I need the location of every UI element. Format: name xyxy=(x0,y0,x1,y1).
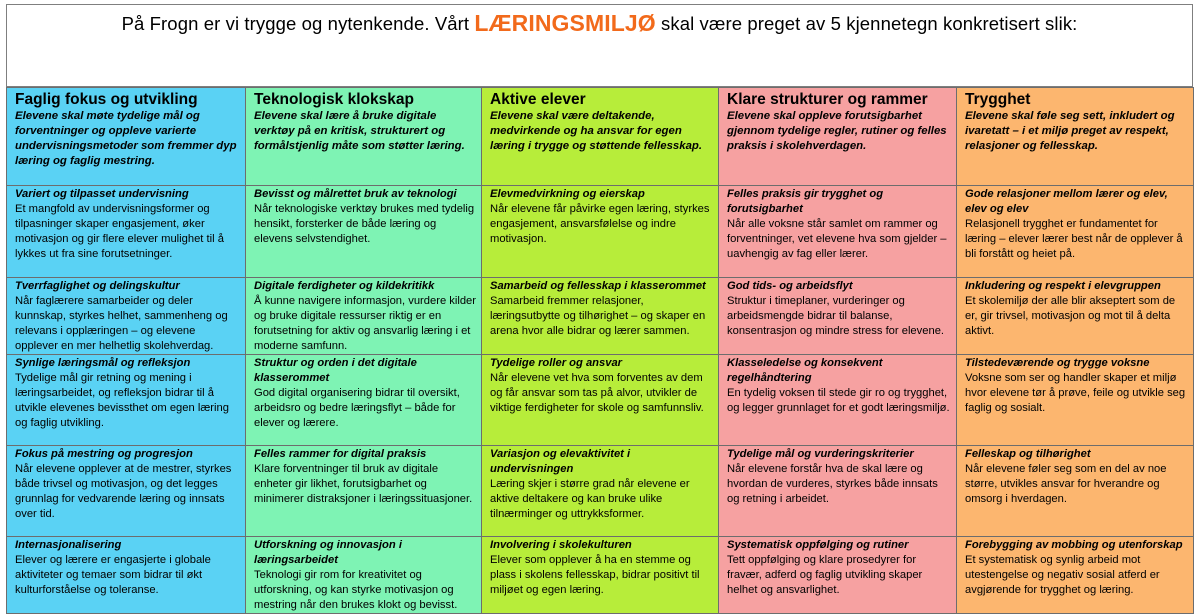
column-header-strukturer xyxy=(719,88,957,186)
item-title: Synlige læringsmål og refleksjon xyxy=(15,357,191,369)
item-text: Læring skjer i større grad når elevene er aktive deltakere og kan bruke ulike tilnærminger og uttrykksformer. xyxy=(490,478,690,520)
item-text: Teknologi gir rom for kreativitet og utforskning, og kan styrke motivasjon og mestring når den brukes klokt og bevisst. xyxy=(254,569,458,611)
item-title: Tverrfaglighet og delingskultur xyxy=(15,280,180,292)
item-title: God tids- og arbeidsflyt xyxy=(727,280,853,292)
table-cell xyxy=(7,446,246,537)
column-description: Elevene skal være deltakende, medvirkende og ha ansvar for egen læring i trygge og støttende fellesskap. xyxy=(490,110,703,152)
item-text: God digital organisering bidrar til oversikt, arbeidsro og bedre læringsflyt – både for elever og lærere. xyxy=(254,387,460,429)
item-title: Tydelige mål og vurderingskriterier xyxy=(727,448,914,460)
column-header-faglig xyxy=(7,88,246,186)
item-text: Elever og lærere er engasjerte i globale aktiviteter og temaer som bidrar til økt kulturforståelse og toleranse. xyxy=(15,554,211,596)
criteria-table xyxy=(6,87,1194,614)
table-row xyxy=(7,537,1194,614)
column-title: Trygghet xyxy=(965,91,1031,108)
item-text: Samarbeid fremmer relasjoner, læringsutbytte og tilhørighet – og skaper en arena hvor alle bidrar og lærer sammen. xyxy=(490,295,706,337)
item-title: Gode relasjoner mellom lærer og elev, elev og elev xyxy=(965,188,1168,215)
item-text: Når elevene vet hva som forventes av dem og får ansvar som tas på alvor, utvikler de viktige ferdigheter for skole og samfunnsliv. xyxy=(490,372,704,414)
item-title: Variert og tilpasset undervisning xyxy=(15,188,189,200)
table-cell xyxy=(482,446,719,537)
column-title: Klare strukturer og rammer xyxy=(727,91,928,108)
item-title: Bevisst og målrettet bruk av teknologi xyxy=(254,188,457,200)
table-cell xyxy=(957,355,1194,446)
item-text: Når alle voksne står samlet om rammer og forventninger, vet elevene hva som gjelder – uavhengig av fag eller lærer. xyxy=(727,218,947,260)
table-cell xyxy=(7,278,246,355)
table-cell xyxy=(7,537,246,614)
table-cell xyxy=(719,446,957,537)
table-cell xyxy=(482,537,719,614)
column-title: Teknologisk klokskap xyxy=(254,91,414,108)
table-row xyxy=(7,186,1194,278)
item-title: Utforskning og innovasjon i læringsarbeidet xyxy=(254,539,402,566)
item-text: Når elevene føler seg som en del av noe større, utvikles ansvar for hverandre og omsorg i hverdagen. xyxy=(965,463,1167,505)
table-cell xyxy=(957,278,1194,355)
item-text: Når elevene forstår hva de skal lære og hvordan de vurderes, styrkes både innsats og retning i arbeidet. xyxy=(727,463,938,505)
item-text: Når elevene får påvirke egen læring, styrkes engasjement, ansvarsfølelse og indre motivasjon. xyxy=(490,203,710,245)
item-text: Når elevene opplever at de mestrer, styrkes både trivsel og motivasjon, og det legges grunnlag for vedvarende læring og innsats over tid. xyxy=(15,463,232,520)
column-header-teknologi xyxy=(246,88,482,186)
table-cell xyxy=(719,355,957,446)
item-title: Struktur og orden i det digitale klasserommet xyxy=(254,357,417,384)
title-text-before: På Frogn er vi trygge og nytenkende. Vårt xyxy=(121,13,475,34)
item-title: Klasseledelse og konsekvent regelhåndtering xyxy=(727,357,883,384)
item-title: Tydelige roller og ansvar xyxy=(490,357,623,369)
item-title: Fokus på mestring og progresjon xyxy=(15,448,193,460)
table-row xyxy=(7,355,1194,446)
item-text: Et systematisk og synlig arbeid mot utestengelse og negativ sosial atferd er avgjørende for trygghet og læring. xyxy=(965,554,1160,596)
item-text: Tett oppfølging og klare prosedyrer for fravær, adferd og faglig utvikling skaper helhet og ansvarlighet. xyxy=(727,554,923,596)
column-description: Elevene skal føle seg sett, inkludert og ivaretatt – i et miljø preget av respekt, relasjoner og fellesskap. xyxy=(965,110,1175,152)
item-text: En tydelig voksen til stede gir ro og trygghet, og legger grunnlaget for et godt læringsmiljø. xyxy=(727,387,950,414)
item-text: Struktur i timeplaner, vurderinger og arbeidsmengde bidrar til balanse, konsentrasjon og mindre stress for elevene. xyxy=(727,295,945,337)
item-title: Tilstedeværende og trygge voksne xyxy=(965,357,1150,369)
table-row xyxy=(7,446,1194,537)
item-title: Felleskap og tilhørighet xyxy=(965,448,1091,460)
title-accent-word: LÆRINGSMILJØ xyxy=(474,10,656,36)
item-text: Elever som opplever å ha en stemme og plass i skolens fellesskap, bidrar positivt til miljøet og egen læring. xyxy=(490,554,700,596)
item-title: Digitale ferdigheter og kildekritikk xyxy=(254,280,435,292)
item-text: Relasjonell trygghet er fundamentet for læring – elever lærer best når de opplever å bli forstått og heiet på. xyxy=(965,218,1183,260)
table-cell xyxy=(957,186,1194,278)
item-title: Forebygging av mobbing og utenforskap xyxy=(965,539,1183,551)
table-cell xyxy=(7,355,246,446)
table-cell xyxy=(246,446,482,537)
item-title: Felles praksis gir trygghet og forutsigbarhet xyxy=(727,188,884,215)
item-text: Klare forventninger til bruk av digitale enheter gir likhet, forutsigbarhet og minimerer distraksjoner i læringssituasjoner. xyxy=(254,463,473,505)
item-text: Et mangfold av undervisningsformer og tilpasninger skaper engasjement, øker motivasjon og gir flere elever mulighet til å lykkes ut fra sine forutsetninger. xyxy=(15,203,224,260)
item-text: Når teknologiske verktøy brukes med tydelig hensikt, forsterker de både læring og elevens selvstendighet. xyxy=(254,203,475,245)
item-title: Inkludering og respekt i elevgruppen xyxy=(965,280,1161,292)
table-cell xyxy=(7,186,246,278)
table-cell xyxy=(246,537,482,614)
item-text: Å kunne navigere informasjon, vurdere kilder og bruke digitale ressurser riktig er en forutsetning for aktiv og ansvarlig læring i et moderne samfunn. xyxy=(254,295,477,352)
item-title: Systematisk oppfølging og rutiner xyxy=(727,539,909,551)
column-description: Elevene skal lære å bruke digitale verktøy på en kritisk, strukturert og formålstjenlig måte som støtter læring. xyxy=(254,110,465,152)
table-cell xyxy=(482,355,719,446)
item-text: Når faglærere samarbeider og deler kunnskap, styrkes helhet, sammenheng og relevans i opplæringen – og elevene opplever en mer helhetlig skolehverdag. xyxy=(15,295,228,352)
table-row xyxy=(7,278,1194,355)
item-title: Variasjon og elevaktivitet i undervisningen xyxy=(490,448,631,475)
column-title: Aktive elever xyxy=(490,91,586,108)
table-cell xyxy=(246,278,482,355)
column-description: Elevene skal oppleve forutsigbarhet gjennom tydelige regler, rutiner og felles praksis i skolehverdagen. xyxy=(727,110,947,152)
column-description: Elevene skal møte tydelige mål og forventninger og oppleve varierte undervisningsmetoder som fremmer dyp læring og faglig mestring. xyxy=(15,110,237,167)
item-text: Tydelige mål gir retning og mening i læringsarbeidet, og refleksjon bidrar til å utvikle elevenes bevissthet om egen læring og faglig utvikling. xyxy=(15,372,229,429)
item-title: Elevmedvirkning og eierskap xyxy=(490,188,645,200)
table-cell xyxy=(482,278,719,355)
column-header-aktive xyxy=(482,88,719,186)
table-cell xyxy=(719,278,957,355)
title-text-after: skal være preget av 5 kjennetegn konkretisert slik: xyxy=(655,13,1078,34)
table-cell xyxy=(957,446,1194,537)
item-text: Et skolemiljø der alle blir akseptert som de er, gir trivsel, motivasjon og mot til å delta aktivt. xyxy=(965,295,1176,337)
item-text: Voksne som ser og handler skaper et miljø hvor elevene tør å prøve, feile og utvikle seg faglig og sosialt. xyxy=(965,372,1186,414)
column-title: Faglig fokus og utvikling xyxy=(15,91,198,108)
table-cell xyxy=(246,355,482,446)
table-cell xyxy=(957,537,1194,614)
item-title: Felles rammer for digital praksis xyxy=(254,448,427,460)
table-cell xyxy=(719,537,957,614)
column-header-trygghet xyxy=(957,88,1194,186)
column-header-row xyxy=(7,88,1194,186)
item-title: Samarbeid og fellesskap i klasserommet xyxy=(490,280,706,292)
table-cell xyxy=(719,186,957,278)
item-title: Involvering i skolekulturen xyxy=(490,539,632,551)
table-cell xyxy=(246,186,482,278)
page-title xyxy=(6,4,1193,87)
item-title: Internasjonalisering xyxy=(15,539,122,551)
table-cell xyxy=(482,186,719,278)
